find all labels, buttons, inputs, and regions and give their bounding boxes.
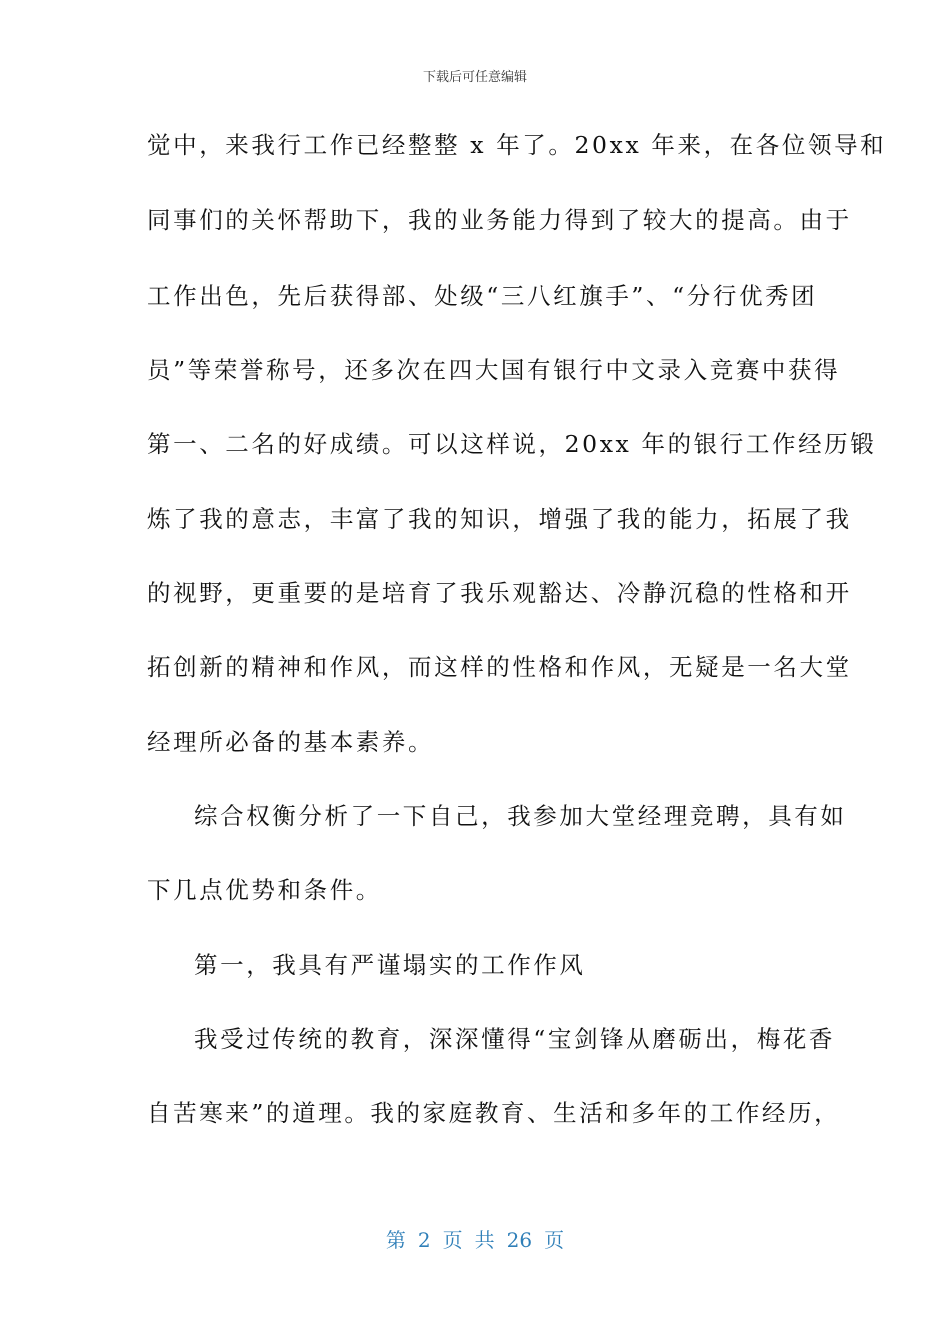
text-line: 经理所必备的基本素养。: [147, 728, 435, 756]
text-line: 员”等荣誉称号，还多次在四大国有银行中文录入竞赛中获得: [147, 356, 841, 384]
page-footer: [0, 1224, 950, 1253]
text-line: 拓创新的精神和作风，而这样的性格和作风，无疑是一名大堂: [147, 653, 852, 681]
footer-total-prefix: 共: [474, 1228, 495, 1252]
text-line: 工作出色，先后获得部、处级“三八红旗手”、“分行优秀团: [147, 282, 818, 310]
text-line: 自苦寒来”的道理。我的家庭教育、生活和多年的工作经历，: [147, 1099, 841, 1127]
paragraph-first-line: 综合权衡分析了一下自己，我参加大堂经理竞聘，具有如: [194, 802, 847, 830]
section-heading: 第一，我具有严谨塌实的工作作风: [194, 951, 586, 979]
text-line: 炼了我的意志，丰富了我的知识，增强了我的能力，拓展了我: [147, 505, 852, 533]
page-header-note: 下载后可任意编辑: [422, 70, 527, 85]
text-line: 同事们的关怀帮助下，我的业务能力得到了较大的提高。由于: [147, 206, 852, 234]
footer-prefix: 第: [385, 1228, 406, 1252]
page-total: 26: [506, 1228, 533, 1252]
text-line: 下几点优势和条件。: [147, 876, 382, 904]
page-number: 2: [417, 1228, 431, 1252]
text-line: 的视野，更重要的是培育了我乐观豁达、冷静沉稳的性格和开: [147, 579, 852, 607]
paragraph-first-line: 我受过传统的教育，深深懂得“宝剑锋从磨砺出，梅花香: [194, 1025, 836, 1053]
text-line: 第一、二名的好成绩。可以这样说，20xx 年的银行工作经历锻: [147, 430, 877, 458]
text-line: 觉中，来我行工作已经整整 x 年了。20xx 年来，在各位领导和: [147, 131, 887, 159]
footer-mid: 页: [442, 1228, 463, 1252]
footer-suffix: 页: [544, 1228, 565, 1252]
